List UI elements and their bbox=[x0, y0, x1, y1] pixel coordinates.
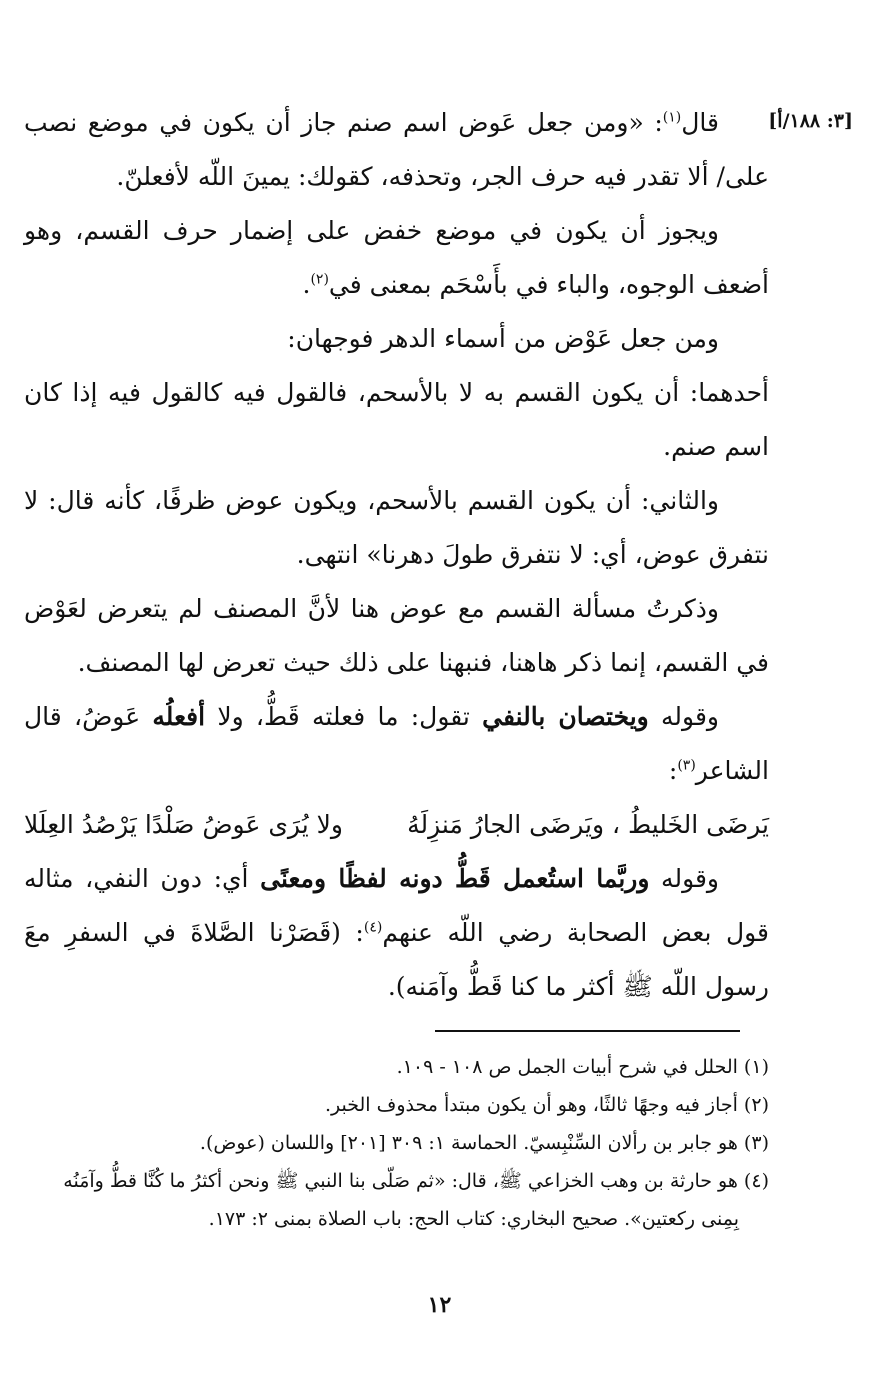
footnote-marker: (٢) bbox=[310, 271, 329, 288]
footnote-4: (٤) هو حارثة بن وهب الخزاعي ﷺ، قال: «ثم صَلّى بنا النبي ﷺ ونحن أكثرُ ما كُنَّا قطُّ وآمَنُه bbox=[63, 1170, 769, 1192]
text-run: تقول: ما فعلته قَطُّ، ولا bbox=[205, 702, 483, 731]
paragraph-second: والثاني: أن يكون القسم بالأسحم، ويكون عوض ظرفًا، كأنه قال: لا نتفرق عوض، أي: لا نتفرق طولَ دهرنا» انتهى. bbox=[24, 486, 769, 569]
footnote-marker: (٣) bbox=[677, 757, 696, 774]
footnote-marker: (٤) bbox=[363, 919, 383, 936]
footnote-2: (٢) أجاز فيه وجهًا ثالثًا، وهو أن يكون مبتدأ محذوف الخبر. bbox=[325, 1094, 769, 1116]
text-run: عَوضُ، قال الشاعر bbox=[24, 702, 769, 785]
source-reference: [٣: ١٨٨/أ] bbox=[768, 110, 853, 132]
paragraph-qatt bbox=[24, 852, 769, 1014]
text-run: : (قَصَرْنا الصَّلاةَ في السفرِ معَ رسول اللّه ﷺ أكثر ما كنا قَطُّ وآمَنه). bbox=[24, 918, 769, 1001]
footnote-1: (١) الحلل في شرح أبيات الجمل ص ١٠٨ - ١٠٩. bbox=[396, 1056, 769, 1078]
verse-second-hemistich: ولا يُرَى عَوضُ صَلْدًا يَرْصُدُ العِلَلا bbox=[24, 810, 343, 839]
verse-first-hemistich: يَرضَى الخَليطُ ، ويَرضَى الجارُ مَنزِلَهُ bbox=[407, 810, 769, 839]
footnotes bbox=[24, 1048, 769, 1238]
footnote-marker: (١) bbox=[662, 109, 682, 126]
paragraph-two-aspects: ومن جعل عَوْض من أسماء الدهر فوجهان: bbox=[287, 324, 719, 353]
text-run: : bbox=[668, 756, 678, 785]
paragraph-first: أحدهما: أن يكون القسم به لا بالأسحم، فالقول فيه كالقول فيه إذا كان اسم صنم. bbox=[24, 378, 769, 461]
text-run: قال bbox=[681, 108, 719, 137]
paragraph-mention: وذكرتُ مسألة القسم مع عوض هنا لأنَّ المصنف لم يتعرض لعَوْض في القسم، إنما ذكر هاهنا، فنبهنا على ذلك حيث تعرض لها المصنف. bbox=[24, 594, 769, 677]
bold-text: ويختصان بالنفي bbox=[482, 702, 649, 731]
footnote-3: (٣) هو جابر بن رألان السِّنْبِسيّ. الحماسة ١: ٣٠٩ [٢٠١] واللسان (عوض). bbox=[199, 1132, 769, 1154]
page-number: ١٢ bbox=[427, 1292, 452, 1318]
footnote-separator bbox=[435, 1030, 740, 1032]
bold-text: وربَّما استُعمل قَطُّ دونه لفظًا ومعنًى bbox=[260, 864, 650, 893]
text-run: . bbox=[302, 270, 311, 299]
poetry-verse bbox=[24, 798, 769, 852]
text-run: وقوله bbox=[649, 864, 720, 893]
footnote-4-continued: بِمِنى ركعتين». صحيح البخاري: كتاب الحج: باب الصلاة بمنى ٢: ١٧٣. bbox=[208, 1208, 739, 1230]
text-run: : «ومن جعل عَوض اسم صنم جاز أن يكون في موضع نصب على/ ألا تقدر فيه حرف الجر، وتحذفه، كقولك: يمينَ اللّه لأفعلنّ. bbox=[24, 108, 769, 191]
bold-text: أفعلُه bbox=[152, 702, 206, 731]
paragraph-quote bbox=[24, 96, 769, 204]
text-run: وقوله bbox=[648, 702, 719, 731]
paragraph-khafd bbox=[24, 204, 769, 312]
text-run: أي: دون النفي، مثاله قول بعض الصحابة رضي اللّه عنهم bbox=[24, 864, 769, 947]
main-text bbox=[24, 96, 769, 1014]
text-run: ويجوز أن يكون في موضع خفض على إضمار حرف القسم، وهو أضعف الوجوه، والباء في بأَسْحَم بمعنى في bbox=[24, 216, 769, 299]
paragraph-negation bbox=[24, 690, 769, 798]
